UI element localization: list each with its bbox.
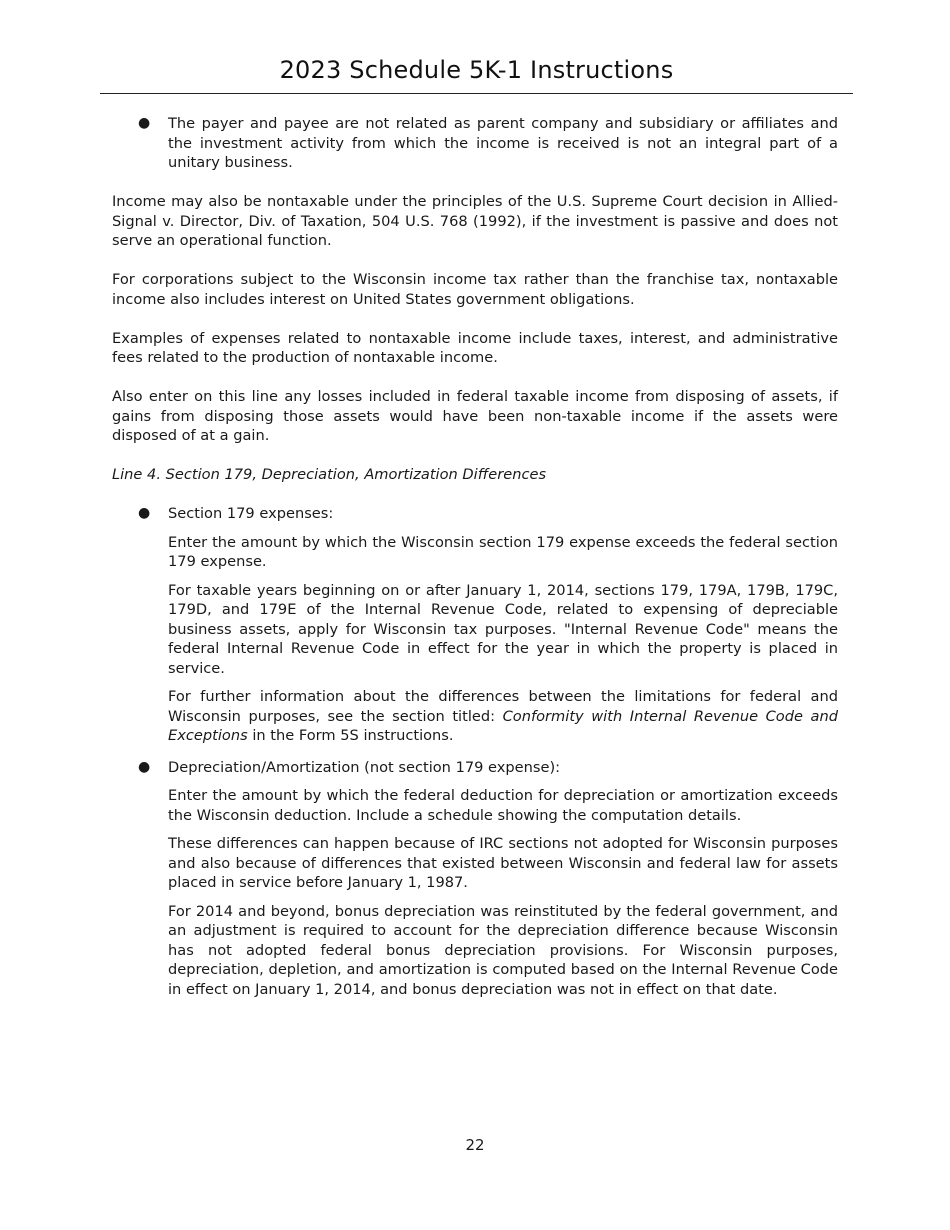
paragraph-depreciation-differences: These differences can happen because of IRC sections not adopted for Wisconsin purposes and also because of differences that existed between Wisconsin and federal law for assets placed in service before January 1, 1987. [168, 835, 838, 891]
bullet-icon: ● [138, 505, 151, 521]
paragraph-expenses: Examples of expenses related to nontaxable income include taxes, interest, and administrative fees related to the production of nontaxable income. [112, 329, 838, 366]
paragraph-losses: Also enter on this line any losses included in federal taxable income from disposing of assets, if gains from disposing those assets would have been non-taxable income if the assets were disposed of at a gain. [112, 388, 838, 444]
page-title: 2023 Schedule 5K-1 Instructions [279, 56, 674, 84]
paragraph-depreciation-exceeds: Enter the amount by which the federal deduction for depreciation or amortization exceeds the Wisconsin deduction. Include a schedule showing the computation details. [168, 787, 838, 824]
bullet-label: Section 179 expenses: [168, 505, 334, 522]
bullet-item-depreciation [112, 758, 838, 778]
cited-section-title: Conformity with Internal Revenue Code and Exceptions [168, 707, 839, 744]
page-content [112, 114, 838, 999]
bullet-icon: ● [138, 758, 151, 775]
paragraph-section-179-further-info [112, 687, 838, 746]
paragraph-section-179-exceeds: Enter the amount by which the Wisconsin section 179 expense exceeds the federal section 179 expense. [168, 533, 838, 570]
page-header [100, 54, 853, 94]
paragraph-income-tax: For corporations subject to the Wisconsin income tax rather than the franchise tax, nontaxable income also includes interest on United States government obligations. [112, 271, 838, 308]
paragraph-allied-signal: Income may also be nontaxable under the principles of the U.S. Supreme Court decision in Allied-Signal v. Director, Div. of Taxation, 504 U.S. 768 (1992), if the investment is passive and does not serve an operational function. [112, 193, 838, 249]
bullet-label: Depreciation/Amortization (not section 179 expense): [168, 758, 561, 776]
bullet-item-section-179 [112, 504, 838, 524]
page-number: 22 [465, 1136, 485, 1154]
bullet-text: The payer and payee are not related as parent company and subsidiary or affiliates and the investment activity from which the income is received is not an integral part of a unitary business. [168, 115, 838, 171]
bullet-item-unitary [112, 114, 838, 173]
paragraph-section-179-irc: For taxable years beginning on or after January 1, 2014, sections 179, 179A, 179B, 179C, 179D, and 179E of the Internal Revenue Code, related to expensing of depreciable business assets, apply for Wisconsin tax purposes. "Internal Revenue Code" means the federal Internal Revenue Code in effect for the year in which the property is placed in service. [168, 581, 838, 677]
paragraph-bonus-depreciation: For 2014 and beyond, bonus depreciation was reinstituted by the federal government, and an adjustment is required to account for the depreciation difference because Wisconsin has not adopted federal bonus depreciation provisions. For Wisconsin purposes, depreciation, depletion, and amortization is computed based on the Internal Revenue Code in effect on January 1, 2014, and bonus depreciation was not in effect on that date. [168, 902, 838, 998]
text-segment: For further information about the differences between the limitations for federal and Wisconsin purposes, see the section titled: [168, 688, 838, 725]
text-segment: in the Form 5S instructions. [247, 727, 454, 744]
bullet-icon: ● [138, 115, 151, 131]
section-heading-line-4: Line 4. Section 179, Depreciation, Amortization Differences [112, 466, 547, 483]
